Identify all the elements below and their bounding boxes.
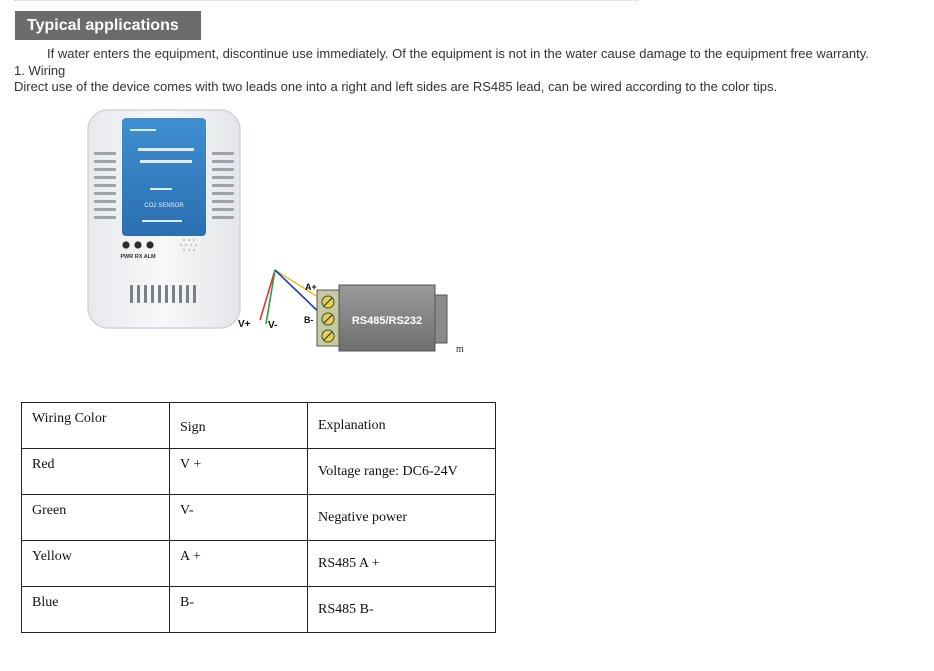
warning-text: If water enters the equipment, discontinue use immediately. Of the equipment is not in the water cause damage to the equipment free warranty. [47,46,869,61]
corner-mark: m [456,344,464,355]
table-cell: Red [22,449,170,495]
table-cell: Yellow [22,541,170,587]
v-minus-label: V- [268,320,278,331]
v-plus-label: V+ [238,319,251,330]
b-minus-label: B- [304,315,314,325]
table-cell: Blue [22,587,170,633]
module-label: RS485/RS232 [351,315,423,327]
table-cell: RS485 B- [308,587,496,633]
terminal-block [317,290,339,346]
table-row [22,495,496,541]
table-row [22,587,496,633]
sensor-device [88,110,240,328]
table-cell: RS485 A + [308,541,496,587]
table-cell: V- [170,495,308,541]
table-cell: B- [170,587,308,633]
wiring-diagram-svg [80,102,480,364]
a-plus-label: A+ [305,282,317,292]
side-vents-left [94,152,116,219]
wiring-description: Direct use of the device comes with two leads one into a right and left sides are RS485 lead, can be wired according to the color tips. [14,79,778,94]
table-cell: Green [22,495,170,541]
wiring-heading: 1. Wiring [14,63,66,78]
section-title: Typical applications [15,11,201,40]
table-header-row [22,403,496,449]
table-row [22,449,496,495]
table-cell: Voltage range: DC6-24V [308,449,496,495]
indicator-leds [122,241,153,248]
device-panel-label: CO2 SENSOR [144,203,184,209]
header-cell: Wiring Color [22,403,170,449]
wiring-diagram [80,102,480,364]
header-cell: Sign [170,403,308,449]
table-cell: Negative power [308,495,496,541]
table-cell: A + [170,541,308,587]
header-cell: Explanation [308,403,496,449]
indicator-label: PWR RX ALM [120,254,156,260]
device-blue-panel [122,118,206,236]
table-row [22,541,496,587]
wires [260,270,326,324]
table-cell: V + [170,449,308,495]
side-vents-right [212,152,234,219]
wiring-table [21,402,496,633]
top-divider [14,0,638,2]
